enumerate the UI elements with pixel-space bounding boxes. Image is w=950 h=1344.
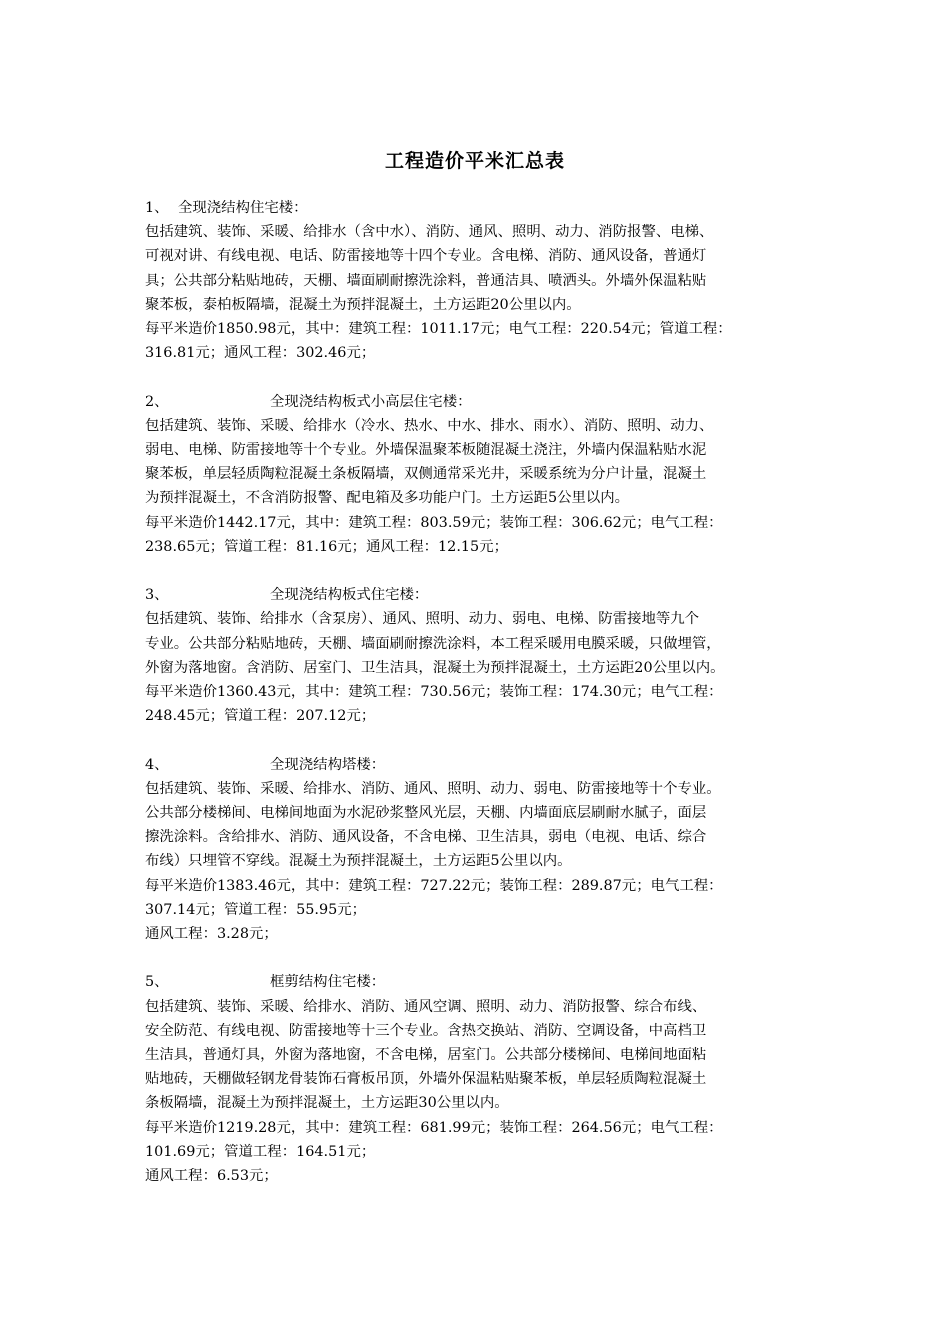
paragraph-line: 包括建筑、装饰、采暖、给排水（含中水）、消防、通风、照明、动力、消防报警、电梯、 (145, 224, 714, 241)
paragraph-line: 238.65元；管道工程：81.16元；通风工程：12.15元； (145, 538, 508, 555)
paragraph-line: 可视对讲、有线电视、电话、防雷接地等十四个专业。含电梯、消防、通风设备，普通灯 (145, 248, 707, 265)
section-4 (145, 753, 825, 947)
section-heading (145, 390, 825, 414)
paragraph-line: 通风工程：6.53元； (145, 1168, 278, 1185)
section-heading (145, 583, 825, 607)
paragraph-line: 条板隔墙，混凝土为预拌混凝土，土方运距30公里以内。 (145, 1095, 509, 1112)
paragraph-line: 通风工程：3.28元； (145, 926, 278, 943)
paragraph-line: 包括建筑、装饰、采暖、给排水（冷水、热水、中水、排水、雨水）、消防、照明、动力、 (145, 417, 714, 434)
paragraph-line: 包括建筑、装饰、采暖、给排水、消防、通风空调、照明、动力、消防报警、综合布线、 (145, 998, 707, 1015)
section-title: 全现浇结构板式小高层住宅楼： (270, 393, 472, 410)
document-title: 工程造价平米汇总表 (384, 150, 565, 172)
paragraph-line: 每平米造价1383.46元，其中：建筑工程：727.22元；装饰工程：289.87元；电气工程： (145, 877, 723, 894)
section-number: 4、 (145, 756, 169, 773)
paragraph-line: 公共部分楼梯间、电梯间地面为水泥砂浆整风光层，天棚、内墙面底层刷耐水腻子，面层 (145, 805, 707, 822)
paragraph-line: 外窗为落地窗。含消防、居室门、卫生洁具，混凝土为预拌混凝土，土方运距20公里以内。 (145, 659, 725, 676)
section-1 (145, 196, 825, 365)
paragraph-line: 101.69元；管道工程：164.51元； (145, 1143, 376, 1160)
section-number: 2、 (145, 393, 169, 410)
section-2 (145, 390, 825, 559)
paragraph-line: 聚苯板，单层轻质陶粒混凝土条板隔墙，双侧通常采光井，采暖系统为分户计量，混凝土 (145, 466, 707, 483)
section-heading (145, 196, 825, 220)
section-number: 3、 (145, 587, 169, 604)
paragraph-line: 弱电、电梯、防雷接地等十个专业。外墙保温聚苯板随混凝土浇注，外墙内保温粘贴水泥 (145, 442, 707, 459)
section-heading (145, 753, 825, 777)
paragraph-line: 307.14元；管道工程：55.95元； (145, 901, 367, 918)
section-title: 全现浇结构住宅楼： (178, 200, 308, 216)
paragraph-line: 每平米造价1442.17元，其中：建筑工程：803.59元；装饰工程：306.62元；电气工程： (145, 514, 723, 531)
section-number: 5、 (145, 974, 169, 991)
section-title: 全现浇结构板式住宅楼： (270, 587, 429, 604)
paragraph-line: 248.45元；管道工程：207.12元； (145, 708, 376, 725)
paragraph-line: 擦洗涂料。含给排水、消防、通风设备，不含电梯、卫生洁具，弱电（电视、电话、综合 (145, 829, 707, 846)
paragraph-line: 贴地砖，天棚做轻钢龙骨装饰石膏板吊顶，外墙外保温粘贴聚苯板，单层轻质陶粒混凝土 (145, 1071, 707, 1088)
paragraph-line: 包括建筑、装饰、给排水（含泵房）、通风、照明、动力、弱电、电梯、防雷接地等九个 (145, 611, 700, 628)
paragraph-line: 为预拌混凝土，不含消防报警、配电箱及多功能户门。土方运距5公里以内。 (145, 490, 630, 507)
paragraph-line: 包括建筑、装饰、采暖、给排水、消防、通风、照明、动力、弱电、防雷接地等十个专业。 (145, 780, 721, 797)
paragraph-line: 每平米造价1360.43元，其中：建筑工程：730.56元；装饰工程：174.30元；电气工程： (145, 684, 723, 701)
paragraph-line: 316.81元；通风工程：302.46元； (145, 345, 376, 362)
section-3 (145, 583, 825, 728)
paragraph-line: 每平米造价1219.28元，其中：建筑工程：681.99元；装饰工程：264.56元；电气工程： (145, 1119, 723, 1136)
paragraph-line: 聚苯板，泰柏板隔墙，混凝土为预拌混凝土，土方运距20公里以内。 (145, 296, 581, 313)
section-title: 全现浇结构塔楼： (270, 756, 386, 773)
paragraph-line: 具；公共部分粘贴地砖，天棚、墙面刷耐擦洗涂料，普通洁具、喷洒头。外墙外保温粘贴 (145, 272, 707, 289)
paragraph-line: 生洁具，普通灯具，外窗为落地窗，不含电梯，居室门。公共部分楼梯间、电梯间地面粘 (145, 1047, 707, 1064)
section-number: 1、 (145, 200, 169, 216)
section-title: 框剪结构住宅楼： (270, 974, 386, 991)
paragraph-line: 布线）只埋管不穿线。混凝土为预拌混凝土，土方运距5公里以内。 (145, 853, 572, 870)
paragraph-line: 安全防范、有线电视、防雷接地等十三个专业。含热交换站、消防、空调设备，中高档卫 (145, 1022, 707, 1039)
document-body (145, 196, 825, 1212)
paragraph-line: 专业。公共部分粘贴地砖，天棚、墙面刷耐擦洗涂料，本工程采暖用电膜采暖，只做埋管， (145, 635, 721, 652)
paragraph-line: 每平米造价1850.98元，其中：建筑工程：1011.17元；电气工程：220.54元；管道工程： (145, 321, 732, 338)
section-heading (145, 970, 825, 994)
section-5 (145, 970, 825, 1188)
